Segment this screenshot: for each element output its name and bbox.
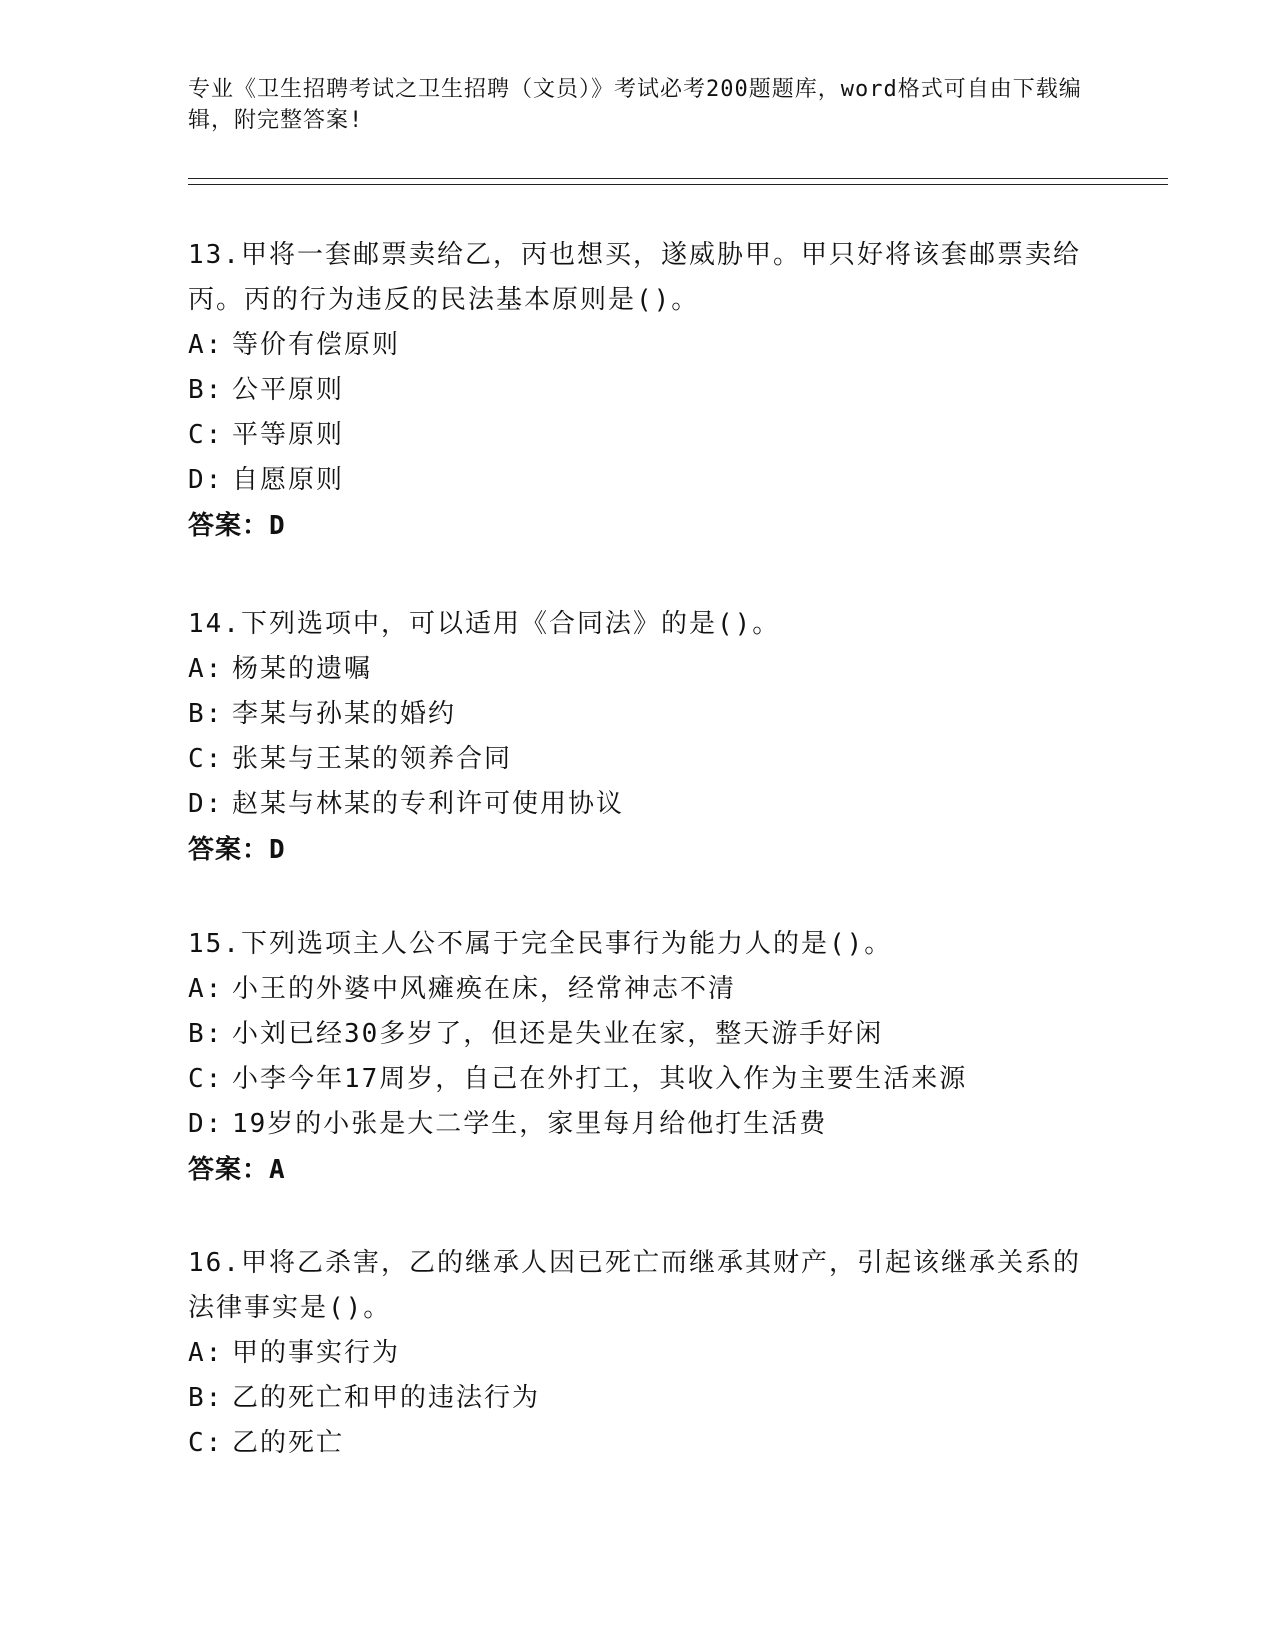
option-a xyxy=(188,323,1088,368)
option-text: 自愿原则 xyxy=(232,465,345,495)
option-letter: C: xyxy=(188,744,224,774)
option-d xyxy=(188,458,1088,503)
option-letter: B: xyxy=(188,699,224,729)
question-text: 15.下列选项主人公不属于完全民事行为能力人的是()。 xyxy=(188,929,893,959)
option-letter: D: xyxy=(188,465,224,495)
option-b xyxy=(188,1376,1088,1421)
option-text: 乙的死亡和甲的违法行为 xyxy=(232,1383,541,1413)
option-letter: A: xyxy=(188,974,224,1004)
question-text: 16.甲将乙杀害，乙的继承人因已死亡而继承其财产，引起该继承关系的法律事实是()。 xyxy=(188,1248,1081,1323)
question-16 xyxy=(188,1241,1088,1466)
option-c xyxy=(188,1057,1088,1102)
option-text: 平等原则 xyxy=(232,420,345,450)
option-letter: A: xyxy=(188,654,224,684)
option-c xyxy=(188,413,1088,458)
option-b xyxy=(188,1012,1088,1057)
document-intro: 专业《卫生招聘考试之卫生招聘（文员）》考试必考200题题库，word格式可自由下载编辑，附完整答案! xyxy=(188,77,1082,133)
option-text: 赵某与林某的专利许可使用协议 xyxy=(232,789,625,819)
option-d xyxy=(188,1102,1088,1147)
option-letter: A: xyxy=(188,330,224,360)
option-letter: B: xyxy=(188,375,224,405)
option-text: 19岁的小张是大二学生，家里每月给他打生活费 xyxy=(232,1109,828,1139)
option-letter: B: xyxy=(188,1383,224,1413)
option-letter: C: xyxy=(188,420,224,450)
option-d xyxy=(188,782,1088,827)
option-text: 小刘已经30多岁了，但还是失业在家，整天游手好闲 xyxy=(232,1019,884,1049)
header-divider-bottom xyxy=(188,184,1168,185)
question-text: 13.甲将一套邮票卖给乙，丙也想买，遂威胁甲。甲只好将该套邮票卖给丙。丙的行为违反的民法基本原则是()。 xyxy=(188,240,1081,315)
option-text: 小李今年17周岁，自己在外打工，其收入作为主要生活来源 xyxy=(232,1064,968,1094)
option-text: 公平原则 xyxy=(232,375,345,405)
option-letter: D: xyxy=(188,1109,224,1139)
header-divider-top xyxy=(188,178,1168,179)
option-letter: C: xyxy=(188,1428,224,1458)
question-14 xyxy=(188,602,1088,873)
option-text: 小王的外婆中风瘫痪在床，经常神志不清 xyxy=(232,974,737,1004)
option-b xyxy=(188,692,1088,737)
question-text: 14.下列选项中，可以适用《合同法》的是()。 xyxy=(188,609,781,639)
option-text: 甲的事实行为 xyxy=(232,1338,401,1368)
option-a xyxy=(188,647,1088,692)
option-text: 张某与王某的领养合同 xyxy=(232,744,513,774)
option-b xyxy=(188,368,1088,413)
option-text: 乙的死亡 xyxy=(232,1428,345,1458)
option-a xyxy=(188,967,1088,1012)
option-letter: D: xyxy=(188,789,224,819)
option-c xyxy=(188,737,1088,782)
answer-label: 答案：D xyxy=(188,835,286,865)
option-text: 等价有偿原则 xyxy=(232,330,401,360)
option-letter: A: xyxy=(188,1338,224,1368)
option-a xyxy=(188,1331,1088,1376)
question-13 xyxy=(188,233,1088,549)
question-15 xyxy=(188,922,1088,1193)
option-letter: B: xyxy=(188,1019,224,1049)
answer-label: 答案：A xyxy=(188,1155,286,1185)
answer-label: 答案：D xyxy=(188,511,286,541)
option-c xyxy=(188,1421,1088,1466)
option-text: 杨某的遗嘱 xyxy=(232,654,373,684)
option-text: 李某与孙某的婚约 xyxy=(232,699,457,729)
option-letter: C: xyxy=(188,1064,224,1094)
